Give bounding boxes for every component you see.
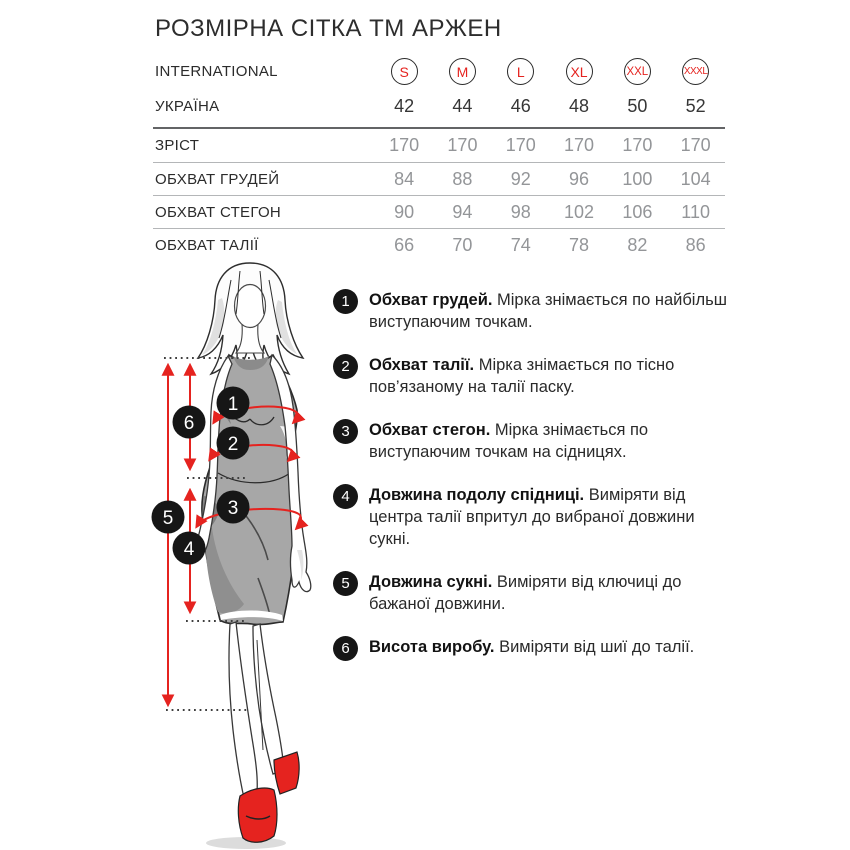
size-badge-s: S bbox=[391, 58, 418, 85]
value-cell: 106 bbox=[622, 201, 653, 222]
legend-number-badge: 3 bbox=[333, 419, 358, 444]
value-cell: 82 bbox=[627, 234, 648, 255]
page-title: РОЗМІРНА СІТКА ТМ АРЖЕН bbox=[155, 15, 502, 42]
value-cell: 170 bbox=[505, 135, 536, 155]
legend-text bbox=[369, 419, 727, 463]
value-cell: 170 bbox=[389, 135, 420, 155]
legend-text bbox=[369, 354, 727, 398]
value-cell: 86 bbox=[685, 234, 706, 255]
value-cell: 84 bbox=[394, 168, 415, 189]
legend-number-badge: 4 bbox=[333, 484, 358, 509]
table-row-bust bbox=[153, 162, 725, 195]
legend-description: Виміряти від ключиці до бажаної довжини. bbox=[369, 573, 682, 613]
table-row-ukraine bbox=[153, 89, 725, 124]
value-cell: 78 bbox=[569, 234, 590, 255]
value-cell: 98 bbox=[510, 201, 531, 222]
size-cell bbox=[666, 58, 724, 85]
figure-marker-4 bbox=[173, 532, 206, 565]
row-label: ЗРІСТ bbox=[155, 137, 200, 154]
value-cell: 104 bbox=[680, 168, 711, 189]
legend-item-2 bbox=[333, 354, 727, 398]
legend-number-badge: 5 bbox=[333, 571, 358, 596]
size-cell bbox=[550, 58, 608, 85]
legend-description: Мірка знімається по найбільш виступаючим точкам. bbox=[369, 291, 727, 331]
legend-term: Довжина сукні. bbox=[369, 573, 493, 591]
legend-number-badge: 1 bbox=[333, 289, 358, 314]
legend-text bbox=[369, 636, 694, 661]
size-badge-m: M bbox=[449, 58, 476, 85]
figure-marker-3 bbox=[217, 491, 250, 524]
value-cell: 92 bbox=[510, 168, 531, 189]
legend-text bbox=[369, 289, 727, 333]
table-row-waist bbox=[153, 228, 725, 261]
figure-marker-1 bbox=[217, 387, 250, 420]
legend-text bbox=[369, 484, 727, 550]
figure-marker-6 bbox=[173, 406, 206, 439]
size-cell bbox=[375, 58, 433, 85]
legend-description: Виміряти від шиї до талії. bbox=[494, 638, 695, 656]
value-cell: 102 bbox=[564, 201, 595, 222]
ukraine-size: 46 bbox=[510, 96, 531, 116]
size-table-body bbox=[153, 127, 725, 261]
table-row-international bbox=[153, 54, 725, 89]
measurement-legend bbox=[333, 289, 727, 682]
value-cell: 170 bbox=[447, 135, 478, 155]
svg-text:2: 2 bbox=[227, 434, 239, 455]
size-cell bbox=[433, 58, 491, 85]
ukraine-label: УКРАЇНА bbox=[155, 98, 220, 115]
svg-text:1: 1 bbox=[227, 394, 239, 415]
legend-term: Обхват стегон. bbox=[369, 421, 491, 439]
legend-item-4 bbox=[333, 484, 727, 550]
value-cell: 66 bbox=[394, 234, 415, 255]
ukraine-size: 50 bbox=[627, 96, 648, 116]
figure-marker-5 bbox=[152, 501, 185, 534]
international-label: INTERNATIONAL bbox=[155, 63, 278, 80]
legend-item-1 bbox=[333, 289, 727, 333]
value-cell: 96 bbox=[569, 168, 590, 189]
size-badge-l: L bbox=[507, 58, 534, 85]
size-badge-xxxl: XXXL bbox=[682, 58, 709, 85]
legend-description: Мірка знімається по тісно пов’язаному на талії паску. bbox=[369, 356, 675, 396]
svg-text:4: 4 bbox=[183, 539, 195, 560]
size-table bbox=[153, 54, 725, 261]
legend-number-badge: 6 bbox=[333, 636, 358, 661]
value-cell: 170 bbox=[680, 135, 711, 155]
legend-number-badge: 2 bbox=[333, 354, 358, 379]
value-cell: 74 bbox=[510, 234, 531, 255]
value-cell: 110 bbox=[681, 201, 710, 222]
legend-term: Висота виробу. bbox=[369, 638, 495, 656]
size-cell bbox=[608, 58, 666, 85]
legend-term: Обхват грудей. bbox=[369, 291, 493, 309]
ukraine-size: 52 bbox=[685, 96, 706, 116]
legend-term: Довжина подолу спідниці. bbox=[369, 486, 585, 504]
size-cell bbox=[492, 58, 550, 85]
ukraine-size: 42 bbox=[394, 96, 415, 116]
legend-item-5 bbox=[333, 571, 727, 615]
figure-marker-2 bbox=[217, 427, 250, 460]
ukraine-size: 48 bbox=[569, 96, 590, 116]
table-row-hips bbox=[153, 195, 725, 228]
legend-text bbox=[369, 571, 727, 615]
face bbox=[235, 285, 266, 328]
svg-text:3: 3 bbox=[227, 498, 239, 519]
legend-term: Обхват талії. bbox=[369, 356, 475, 374]
value-cell: 88 bbox=[452, 168, 473, 189]
back-shoe bbox=[274, 752, 299, 794]
value-cell: 90 bbox=[394, 201, 415, 222]
row-label: ОБХВАТ ГРУДЕЙ bbox=[155, 170, 280, 188]
front-shoe bbox=[238, 788, 277, 842]
row-label: ОБХВАТ ТАЛІЇ bbox=[155, 236, 259, 254]
legend-description: Виміряти від центра талії впритул до вибраної довжини сукні. bbox=[369, 486, 695, 548]
value-cell: 70 bbox=[452, 234, 473, 255]
legend-description: Мірка знімається по виступаючим точкам на сідницях. bbox=[369, 421, 649, 461]
measurement-figure bbox=[140, 260, 352, 850]
row-label: ОБХВАТ СТЕГОН bbox=[155, 203, 282, 221]
woman-sketch-illustration bbox=[140, 260, 352, 850]
legend-item-6 bbox=[333, 636, 727, 661]
value-cell: 100 bbox=[622, 168, 653, 189]
ukraine-size: 44 bbox=[452, 96, 473, 116]
legend-item-3 bbox=[333, 419, 727, 463]
value-cell: 94 bbox=[452, 201, 473, 222]
value-cell: 170 bbox=[622, 135, 653, 155]
svg-text:5: 5 bbox=[162, 508, 174, 529]
svg-text:6: 6 bbox=[183, 413, 195, 434]
table-row-height bbox=[153, 129, 725, 162]
size-badge-xl: XL bbox=[566, 58, 593, 85]
value-cell: 170 bbox=[564, 135, 595, 155]
size-badge-xxl: XXL bbox=[624, 58, 651, 85]
